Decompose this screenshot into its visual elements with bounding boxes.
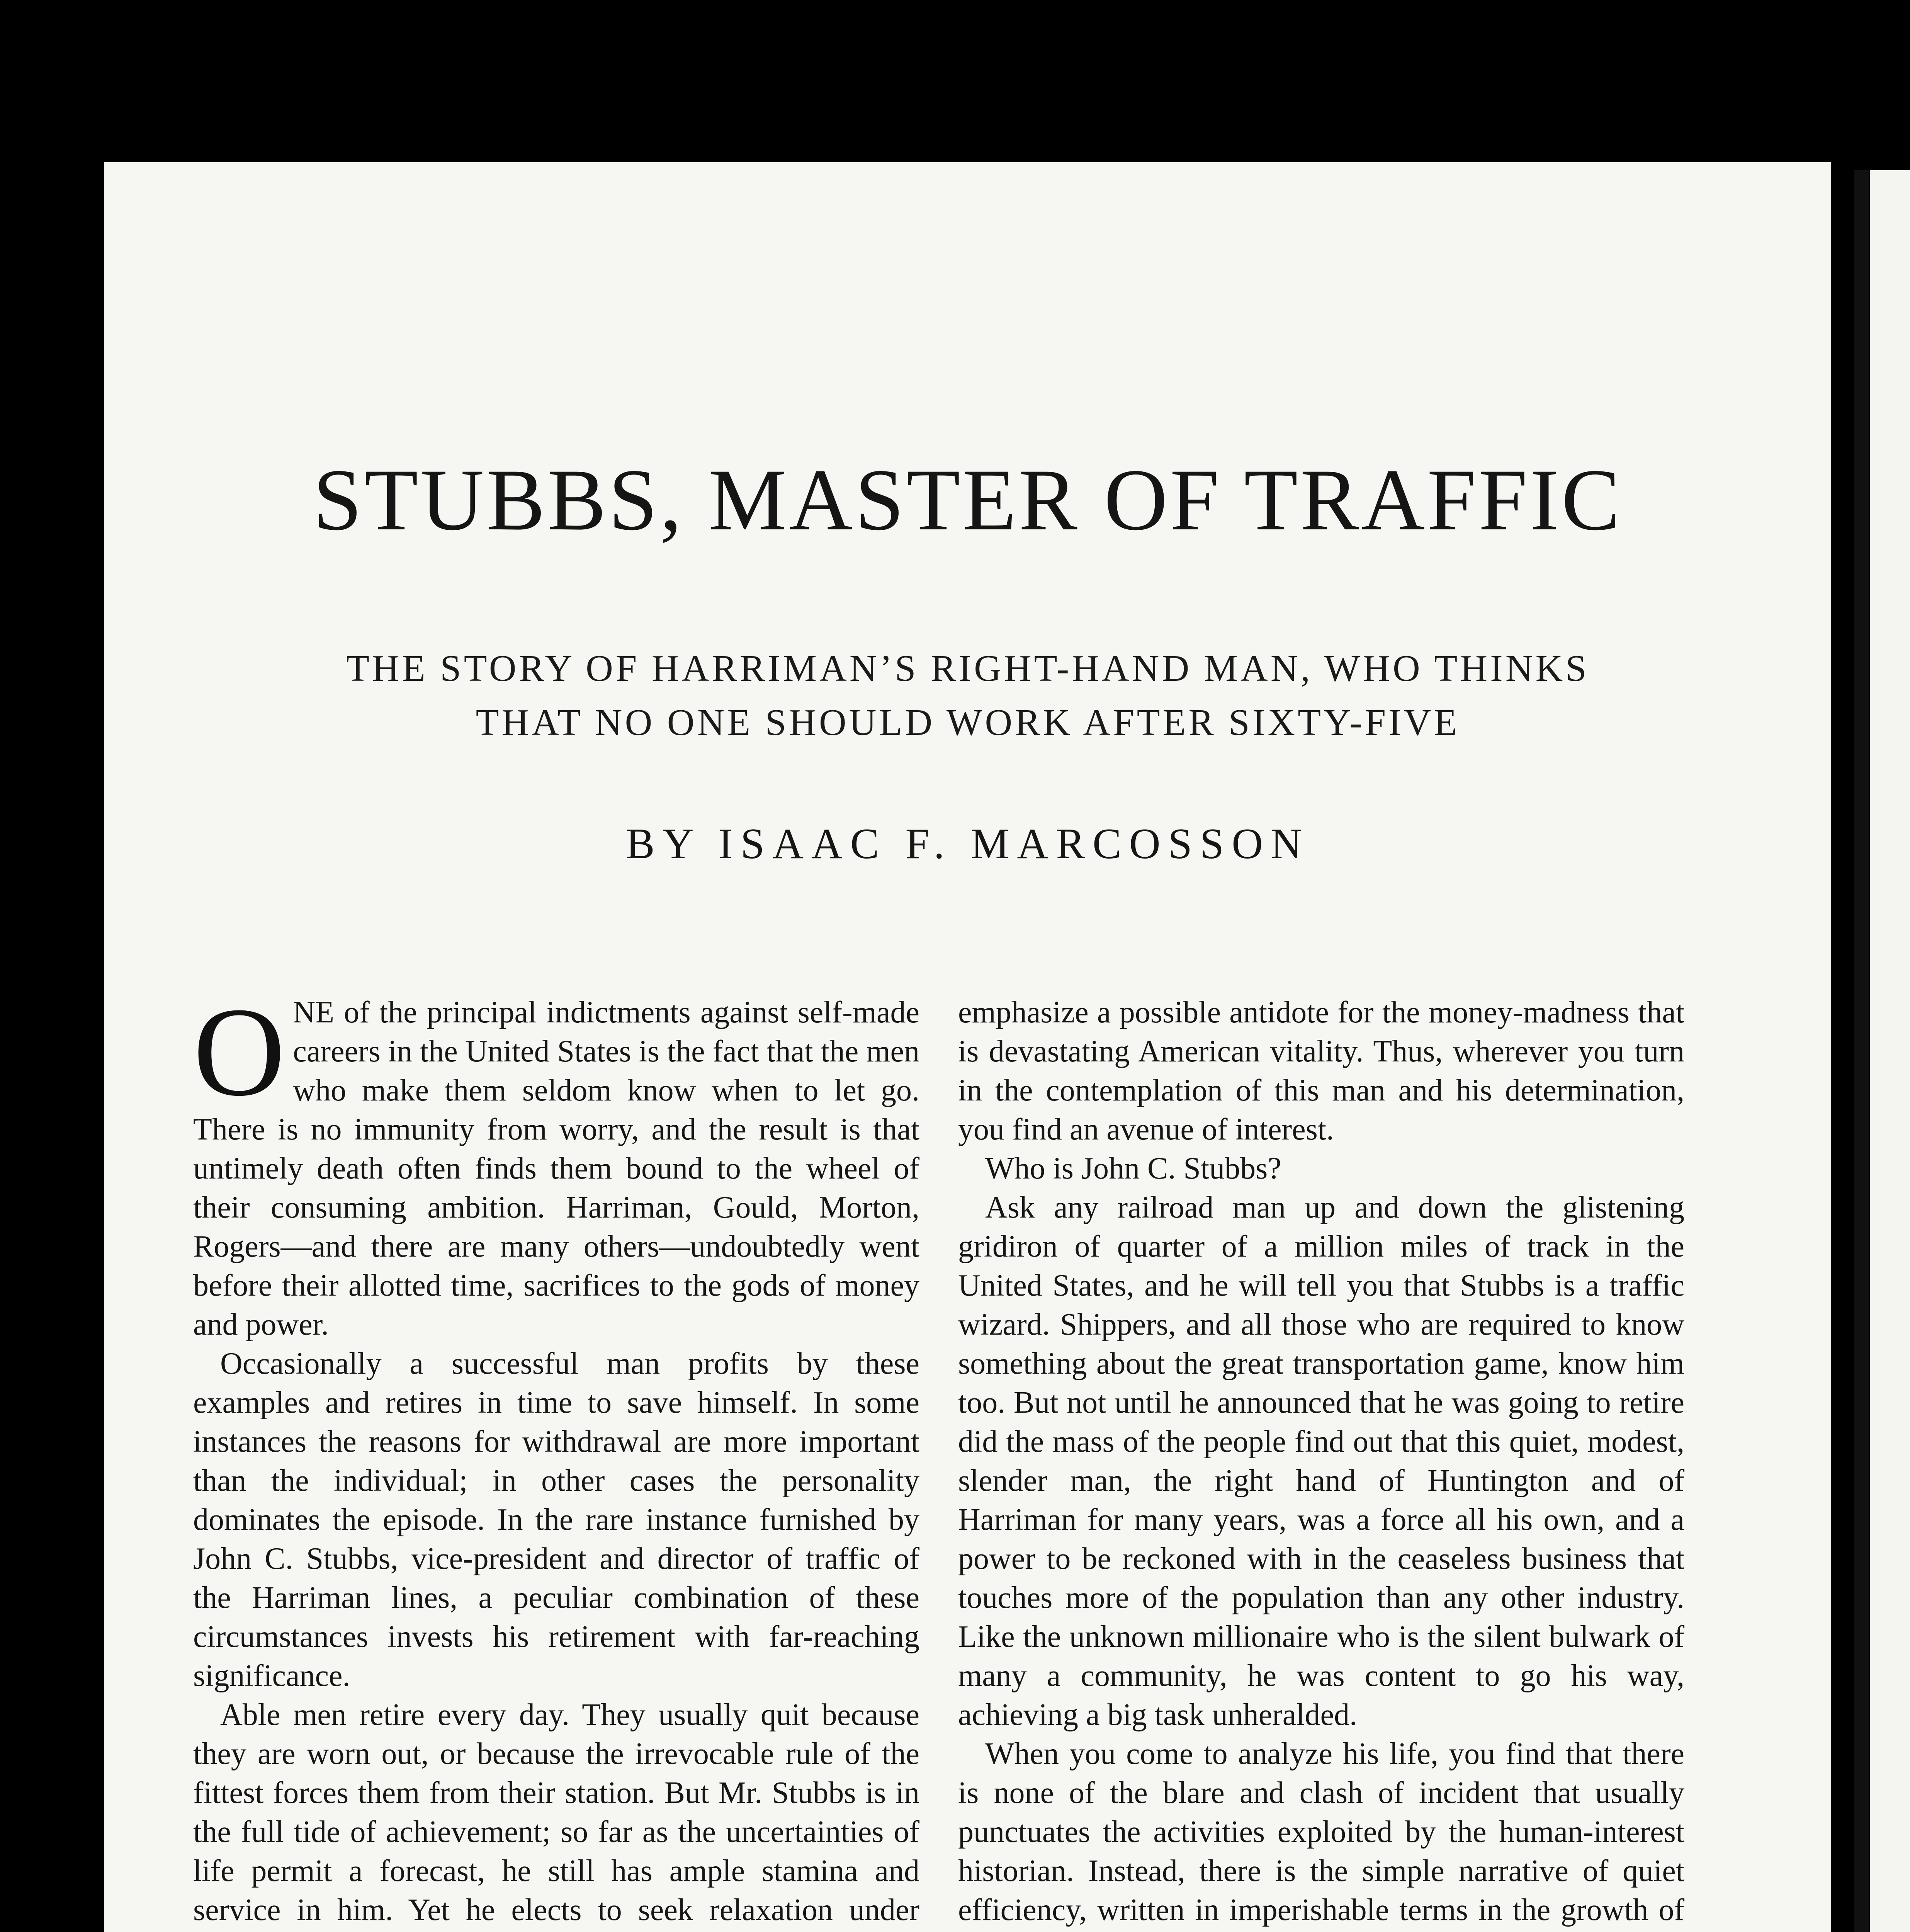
paragraph-text: of the principal indictments against self-made careers in the United States is the fact that the men who make them seldom know when to let go. There is no immunity from worry, and the result is that untimely death often finds them bound to the wheel of their consuming ambition. Harriman, Gould, Morton, Rogers—and there are many others—undoubtedly went before their allotted time, sacrifices to the gods of money and power.: [193, 995, 919, 1342]
paragraph: Ask any railroad man up and down the glistening gridiron of quarter of a million miles of track in the United States, and he will tell you that Stubbs is a traffic wizard. Shippers, and all those who are required to know something about the great transportation game, know him too. But not until he announced that he was going to retire did the mass of the people find out that this quiet, modest, slender man, the right hand of Huntington and of Harriman for many years, was a force all his own, and a power to be reckoned with in the ceaseless business that touches more of the population than any other industry. Like the unknown millionaire who is the silent bulwark of many a community, he was content to go his way, achieving a big task unheralded.: [958, 1190, 1684, 1732]
first-word: NE: [293, 995, 334, 1029]
magazine-page: [104, 162, 1831, 1932]
column-right: [958, 993, 1684, 1932]
paragraph: emphasize a possible antidote for the money-madness that is devastating American vitality. Thus, wherever you turn in the contemplation of this man and his determination, you find an avenue of interest.: [958, 995, 1684, 1146]
subtitle-line-2: THAT NO ONE SHOULD WORK AFTER SIXTY-FIVE: [476, 702, 1460, 743]
paragraph: Who is John C. Stubbs?: [985, 1151, 1281, 1185]
paragraph-opening: [193, 981, 919, 1344]
paragraph: Able men retire every day. They usually quit because they are worn out, or because the irrevocable rule of the fittest forces them from their station. But Mr. Stubbs is in the full tide of achievement; so far as the uncertainties of life permit a forecast, he still has ample stamina and service in him. Yet he elects to seek relaxation under: [193, 1698, 919, 1927]
adjacent-page-shadow: [1854, 170, 1870, 1932]
gutter-shadow: [1831, 162, 1854, 1932]
paragraph: Occasionally a successful man profits by these examples and retires in time to save himself. In some instances the reasons for withdrawal are more important than the individual; in other cases the personality dominates the episode. In the rare instance furnished by John C. Stubbs, vice-president and director of traffic of the Harriman lines, a peculiar combination of these circumstances invests his retirement with far-reaching significance.: [193, 1347, 919, 1693]
article-subtitle: [104, 641, 1831, 750]
byline: BY ISAAC F. MARCOSSON: [626, 820, 1310, 868]
paragraph: When you come to analyze his life, you find that there is none of the blare and clash of incident that usually punctuates the activities exploited by the human-interest historian. Instead, there is the simple narrative of quiet efficiency, written in imperishable terms in the growth of: [958, 1737, 1684, 1927]
drop-cap: O: [193, 981, 285, 1122]
subtitle-line-1: THE STORY OF HARRIMAN’S RIGHT-HAND MAN, WHO THINKS: [346, 648, 1589, 689]
article-title: STUBBS, MASTER OF TRAFFIC: [313, 451, 1623, 549]
column-left: [193, 981, 919, 1932]
